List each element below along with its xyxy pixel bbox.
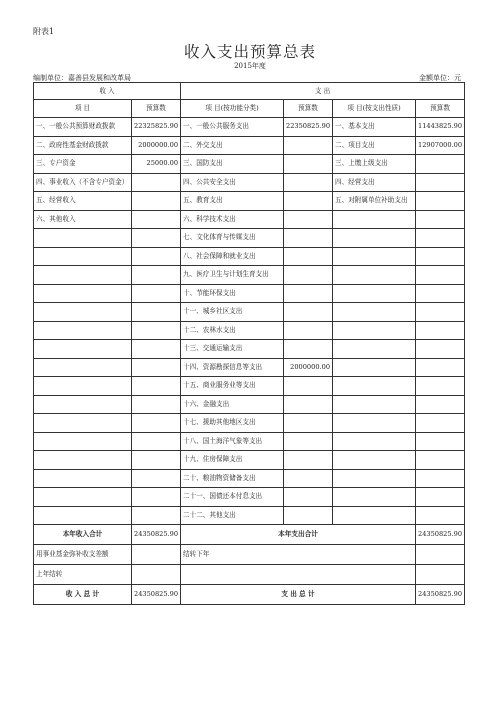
expense-nature-value (416, 358, 465, 377)
expense-nature-item: 五、对附属单位补助支出 (333, 192, 416, 211)
income-value: 25000.00 (132, 155, 181, 174)
expense-nature-value (416, 247, 465, 266)
table-row (34, 229, 465, 248)
total-row (34, 545, 465, 565)
income-value (132, 321, 181, 340)
income-value (132, 358, 181, 377)
expense-function-value (284, 432, 333, 451)
income-item (34, 451, 132, 470)
expense-function-value (284, 247, 333, 266)
expense-function-item: 九、医疗卫生与计划生育支出 (181, 266, 284, 285)
expense-function-item: 四、公共安全支出 (181, 173, 284, 192)
income-section-header: 收 入 (34, 83, 181, 100)
expense-nature-value (416, 432, 465, 451)
expense-nature-item (333, 358, 416, 377)
expense-year-total-label: 本年支出合计 (181, 525, 416, 545)
table-row (34, 451, 465, 470)
income-value (132, 229, 181, 248)
total-row (34, 565, 465, 585)
last-year-carry-label: 上年结转 (34, 565, 132, 585)
expense-nature-value: 12907000.00 (416, 136, 465, 155)
expense-nature-value (416, 395, 465, 414)
table-row (34, 321, 465, 340)
expense-nature-value (416, 192, 465, 211)
expense-function-value (284, 229, 333, 248)
income-value (132, 247, 181, 266)
expense-function-item: 二、外交支出 (181, 136, 284, 155)
income-value (132, 377, 181, 396)
expense-nature-item (333, 432, 416, 451)
income-value (132, 432, 181, 451)
appendix-label: 附表1 (33, 27, 55, 36)
table-row (34, 247, 465, 266)
expense-nature-value (416, 414, 465, 433)
expense-function-value (284, 340, 333, 359)
table-row (34, 506, 465, 525)
last-year-carry-value (132, 565, 181, 585)
expense-nature-item (333, 210, 416, 229)
expense-nature-item: 二、项目支出 (333, 136, 416, 155)
expense-function-value (284, 469, 333, 488)
expense-nature-value (416, 340, 465, 359)
expense-nature-value (416, 173, 465, 192)
expense-function-value (284, 395, 333, 414)
expense-function-item: 十、节能环保支出 (181, 284, 284, 303)
table-row (34, 173, 465, 192)
col-header-by-function: 项 目(按功能分类) (181, 100, 284, 118)
expense-function-item: 七、文化体育与传媒支出 (181, 229, 284, 248)
income-item (34, 247, 132, 266)
income-value (132, 284, 181, 303)
fiscal-year: 2015年度 (234, 62, 266, 70)
income-value (132, 340, 181, 359)
income-item (34, 229, 132, 248)
column-header-row (34, 100, 465, 118)
expense-function-item: 十六、金融支出 (181, 395, 284, 414)
income-item (34, 321, 132, 340)
expense-nature-item (333, 488, 416, 507)
table-row (34, 377, 465, 396)
income-item: 五、经营收入 (34, 192, 132, 211)
currency-unit: 金额单位：元 (419, 74, 461, 82)
expense-nature-value (416, 210, 465, 229)
expense-nature-value (416, 469, 465, 488)
table-row (34, 303, 465, 322)
table-row (34, 155, 465, 174)
fund-balance-value (132, 545, 181, 565)
expense-nature-value: 11443825.90 (416, 118, 465, 137)
fund-balance-label: 用事业基金弥补收支差额 (34, 545, 132, 565)
income-year-total-label: 本年收入合计 (34, 525, 132, 545)
income-item (34, 340, 132, 359)
income-item (34, 432, 132, 451)
expense-nature-item (333, 451, 416, 470)
income-value: 2000000.00 (132, 136, 181, 155)
page-title: 收入支出预算总表 (183, 43, 316, 61)
income-item (34, 488, 132, 507)
expense-nature-item (333, 284, 416, 303)
expense-function-value (284, 266, 333, 285)
expense-nature-value (416, 303, 465, 322)
expense-function-item: 八、社会保障和就业支出 (181, 247, 284, 266)
expense-function-value (284, 451, 333, 470)
expense-nature-value (416, 451, 465, 470)
expense-function-value (284, 414, 333, 433)
col-header-budget-nature: 预算数 (416, 100, 465, 118)
expense-nature-item (333, 506, 416, 525)
expense-nature-value (416, 377, 465, 396)
expense-function-item: 十五、商业服务业等支出 (181, 377, 284, 396)
table-row (34, 284, 465, 303)
income-item (34, 284, 132, 303)
income-value (132, 488, 181, 507)
table-row (34, 358, 465, 377)
income-value (132, 173, 181, 192)
expense-function-value (284, 284, 333, 303)
income-item (34, 358, 132, 377)
table-row (34, 340, 465, 359)
expense-year-total-value: 24350825.90 (416, 525, 465, 545)
expense-function-item: 十七、援助其他地区支出 (181, 414, 284, 433)
expense-nature-item (333, 469, 416, 488)
table-row (34, 210, 465, 229)
table-row (34, 488, 465, 507)
expense-function-item: 十二、农林水支出 (181, 321, 284, 340)
expense-function-value (284, 173, 333, 192)
income-item: 二、政府性基金财政拨款 (34, 136, 132, 155)
col-header-budget-function: 预算数 (284, 100, 333, 118)
expense-function-value (284, 377, 333, 396)
total-row (34, 525, 465, 545)
expense-function-item: 十八、国土海洋气象等支出 (181, 432, 284, 451)
col-header-budget: 预算数 (132, 100, 181, 118)
carry-forward-value (416, 545, 465, 565)
income-item (34, 414, 132, 433)
expense-function-item: 十三、交通运输支出 (181, 340, 284, 359)
income-value (132, 266, 181, 285)
expense-nature-item: 四、经营支出 (333, 173, 416, 192)
table-row (34, 395, 465, 414)
table-row (34, 432, 465, 451)
income-value (132, 210, 181, 229)
budget-table (33, 82, 465, 605)
carry-forward-label: 结转下年 (181, 545, 416, 565)
expense-nature-item (333, 303, 416, 322)
expense-nature-item (333, 377, 416, 396)
income-value (132, 469, 181, 488)
col-header-by-nature: 项 目(按支出性质) (333, 100, 416, 118)
expense-nature-value (416, 266, 465, 285)
income-item: 三、专户资金 (34, 155, 132, 174)
expense-function-value (284, 488, 333, 507)
expense-function-value (284, 155, 333, 174)
income-value (132, 451, 181, 470)
income-item (34, 377, 132, 396)
expense-function-item: 十四、资源勘探信息等支出 (181, 358, 284, 377)
expense-nature-item: 一、基本支出 (333, 118, 416, 137)
income-value (132, 414, 181, 433)
income-item (34, 469, 132, 488)
table-row (34, 266, 465, 285)
blank-value (416, 565, 465, 585)
expense-grand-total-value: 24350825.90 (416, 585, 465, 605)
table-row (34, 118, 465, 137)
section-header-row (34, 83, 465, 100)
income-item: 一、一般公共预算财政拨款 (34, 118, 132, 137)
expense-function-item: 二十一、国债还本付息支出 (181, 488, 284, 507)
expense-function-value: 22350825.90 (284, 118, 333, 137)
expense-function-value (284, 506, 333, 525)
income-grand-total-label: 收 入 总 计 (34, 585, 132, 605)
expense-function-value (284, 210, 333, 229)
expense-nature-value (416, 506, 465, 525)
expense-function-value (284, 303, 333, 322)
expense-function-item: 二十、粮油物资储备支出 (181, 469, 284, 488)
income-grand-total-value: 24350825.90 (132, 585, 181, 605)
expense-nature-item (333, 414, 416, 433)
expense-function-value (284, 136, 333, 155)
expense-grand-total-label: 支 出 总 计 (181, 585, 416, 605)
expense-nature-item (333, 395, 416, 414)
expense-nature-item (333, 229, 416, 248)
income-item: 六、其他收入 (34, 210, 132, 229)
compiling-unit: 编制单位：嘉善县发展和改革局 (33, 74, 131, 82)
income-value (132, 192, 181, 211)
expense-function-item: 一、一般公共服务支出 (181, 118, 284, 137)
table-row (34, 414, 465, 433)
expense-nature-value (416, 284, 465, 303)
expense-function-item: 十一、城乡社区支出 (181, 303, 284, 322)
expense-section-header: 支 出 (181, 83, 465, 100)
income-value (132, 303, 181, 322)
expense-nature-item (333, 266, 416, 285)
expense-nature-item (333, 340, 416, 359)
income-item: 四、事业收入（不含专户资金） (34, 173, 132, 192)
expense-function-item: 二十二、其他支出 (181, 506, 284, 525)
income-item (34, 506, 132, 525)
col-header-item: 项 目 (34, 100, 132, 118)
expense-function-value (284, 192, 333, 211)
total-row (34, 585, 465, 605)
income-year-total-value: 24350825.90 (132, 525, 181, 545)
expense-nature-value (416, 155, 465, 174)
expense-nature-value (416, 488, 465, 507)
expense-function-value (284, 321, 333, 340)
income-item (34, 303, 132, 322)
expense-nature-value (416, 229, 465, 248)
expense-function-item: 六、科学技术支出 (181, 210, 284, 229)
table-row (34, 136, 465, 155)
income-value (132, 395, 181, 414)
income-item (34, 395, 132, 414)
expense-nature-value (416, 321, 465, 340)
expense-function-item: 三、国防支出 (181, 155, 284, 174)
income-value: 22325825.90 (132, 118, 181, 137)
blank-cell (181, 565, 416, 585)
expense-nature-item: 三、上缴上级支出 (333, 155, 416, 174)
income-item (34, 266, 132, 285)
income-value (132, 506, 181, 525)
table-row (34, 469, 465, 488)
expense-function-value: 2000000.00 (284, 358, 333, 377)
expense-nature-item (333, 247, 416, 266)
expense-function-item: 五、教育支出 (181, 192, 284, 211)
expense-function-item: 十九、住房保障支出 (181, 451, 284, 470)
table-row (34, 192, 465, 211)
expense-nature-item (333, 321, 416, 340)
